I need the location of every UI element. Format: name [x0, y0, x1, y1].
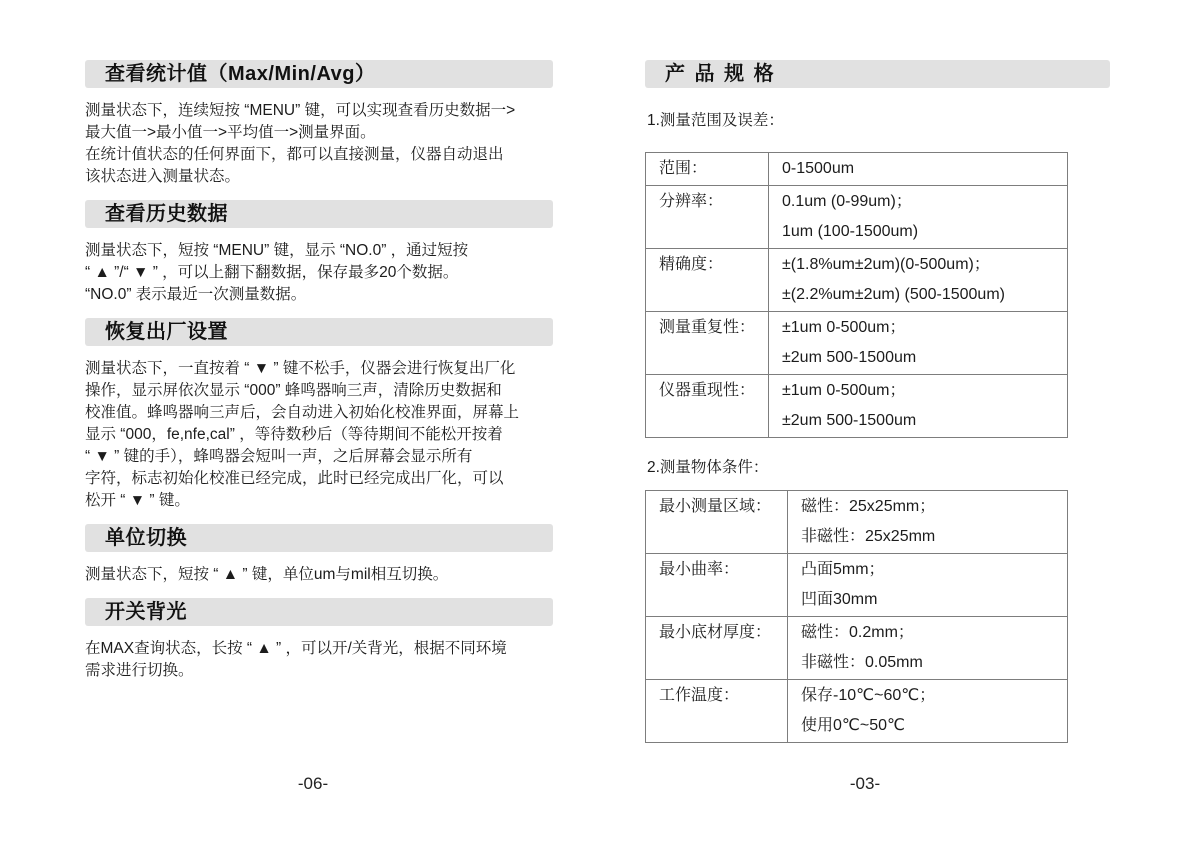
row-label: 分辨率： — [646, 186, 769, 249]
row-value: ±1um 0-500um； ±2um 500-1500um — [769, 312, 1068, 375]
paragraph-line: 最大值一>最小值一>平均值一>测量界面。 — [85, 124, 376, 141]
paragraph-line: 操作，显示屏依次显示 “000” 蜂鸣器响三声，清除历史数据和 — [85, 382, 502, 399]
section-body-unit-switch — [85, 564, 568, 586]
row-value: 0.1um (0-99um)； 1um (100-1500um) — [769, 186, 1068, 249]
table-row — [646, 312, 1068, 375]
paragraph-line: 测量状态下，短按 “ ▲ ” 键，单位um与mil相互切换。 — [85, 566, 449, 583]
table-row — [646, 375, 1068, 438]
spec-heading-object-conditions: 2.测量物体条件： — [647, 459, 769, 476]
paragraph-line: 显示 “000，fe,nfe,cal” ，等待数秒后（等待期间不能松开按着 — [85, 426, 503, 443]
row-label: 最小测量区域： — [646, 491, 788, 554]
spec-heading-range-error: 1.测量范围及误差： — [647, 112, 784, 129]
row-value: 磁性：0.2mm； 非磁性：0.05mm — [788, 617, 1068, 680]
row-label: 精确度： — [646, 249, 769, 312]
section-title-backlight: 开关背光 — [85, 598, 553, 626]
section-title-product-specs: 产 品 规 格 — [645, 60, 1110, 88]
section-title-factory-reset: 恢复出厂设置 — [85, 318, 553, 346]
paragraph-line: 在MAX查询状态，长按 “ ▲ ” ，可以开/关背光，根据不同环境 — [85, 640, 507, 657]
row-value: ±1um 0-500um； ±2um 500-1500um — [769, 375, 1068, 438]
table-row — [646, 249, 1068, 312]
paragraph-line: “ ▲ ”/“ ▼ ” ，可以上翻下翻数据，保存最多20个数据。 — [85, 264, 459, 281]
row-value: 0-1500um — [769, 153, 1068, 186]
section-title-history: 查看历史数据 — [85, 200, 553, 228]
paragraph-line: 在统计值状态的任何界面下，都可以直接测量，仪器自动退出 — [85, 146, 504, 163]
row-value: 保存-10℃~60℃； 使用0℃~50℃ — [788, 680, 1068, 743]
manual-page-left — [85, 60, 568, 694]
table-row — [646, 186, 1068, 249]
section-title-unit-switch: 单位切换 — [85, 524, 553, 552]
section-body-factory-reset — [85, 358, 568, 512]
paragraph-line: 字符，标志初始化校准已经完成，此时已经完成出厂化，可以 — [85, 470, 504, 487]
table-row — [646, 554, 1068, 617]
row-label: 范围： — [646, 153, 769, 186]
table-row — [646, 617, 1068, 680]
row-value: ±(1.8%um±2um)(0-500um)； ±(2.2%um±2um) (500-1500um) — [769, 249, 1068, 312]
spec-table-object-conditions — [645, 490, 1068, 743]
table-row — [646, 680, 1068, 743]
paragraph-line: 测量状态下，连续短按 “MENU” 键，可以实现查看历史数据一> — [85, 102, 516, 119]
table-row — [646, 153, 1068, 186]
section-body-backlight — [85, 638, 568, 682]
section-body-history — [85, 240, 568, 306]
paragraph-line: “ ▼ ” 键的手），蜂鸣器会短叫一声，之后屏幕会显示所有 — [85, 448, 473, 465]
row-label: 工作温度： — [646, 680, 788, 743]
row-value: 磁性：25x25mm； 非磁性：25x25mm — [788, 491, 1068, 554]
spec-table-range-error — [645, 152, 1068, 438]
row-label: 最小底材厚度： — [646, 617, 788, 680]
row-label: 最小曲率： — [646, 554, 788, 617]
row-value: 凸面5mm； 凹面30mm — [788, 554, 1068, 617]
page-number-right: -03- — [849, 774, 881, 793]
paragraph-line: 松开 “ ▼ ” 键。 — [85, 492, 190, 509]
page-number-left: -06- — [297, 774, 329, 793]
paragraph-line: 测量状态下，一直按着 “ ▼ ” 键不松手，仪器会进行恢复出厂化 — [85, 360, 516, 377]
paragraph-line: 测量状态下，短按 “MENU” 键，显示 “NO.0” ，通过短按 — [85, 242, 469, 259]
section-body-statistics — [85, 100, 568, 188]
paragraph-line: “NO.0” 表示最近一次测量数据。 — [85, 286, 307, 303]
paragraph-line: 校准值。蜂鸣器响三声后，会自动进入初始化校准界面，屏幕上 — [85, 404, 520, 421]
table-row — [646, 491, 1068, 554]
row-label: 测量重复性： — [646, 312, 769, 375]
paragraph-line: 需求进行切换。 — [85, 662, 194, 679]
row-label: 仪器重现性： — [646, 375, 769, 438]
paragraph-line: 该状态进入测量状态。 — [85, 168, 241, 185]
section-title-statistics: 查看统计值（Max/Min/Avg） — [85, 60, 553, 88]
manual-page-right — [645, 60, 1110, 743]
